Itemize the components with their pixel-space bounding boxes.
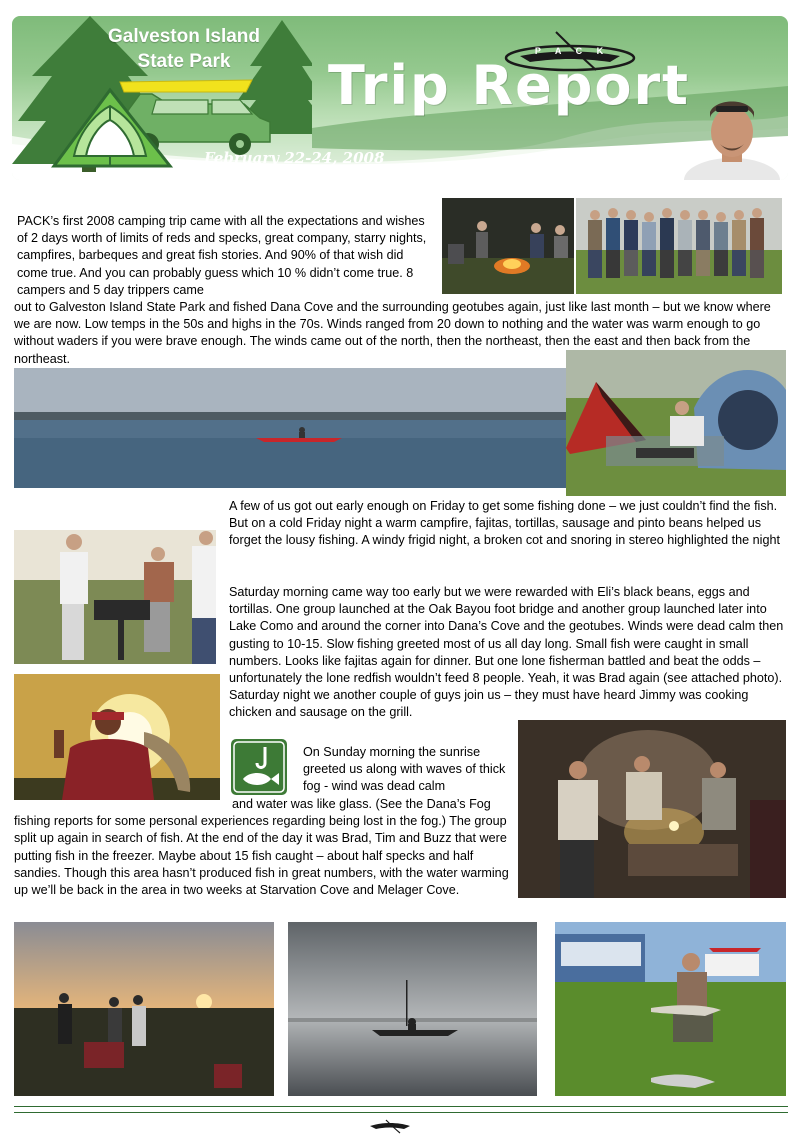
- sunrise-campsite-photo: [14, 922, 274, 1096]
- redfish-sunset-photo: [14, 674, 220, 800]
- tent-campsite-photo: [566, 350, 786, 496]
- park-name-line2: State Park: [137, 51, 231, 72]
- article-paragraph-4a: On Sunday morning the sunrise greeted us along with waves of thick fog - wind was dead calm: [303, 745, 506, 794]
- author-portrait-photo: [682, 92, 782, 180]
- tent-icon: [50, 86, 174, 170]
- article-paragraph-2: A few of us got out early enough on Friday to get some fishing done – we just couldn’t find the fish. But on a cold Friday night a warm campfire, fajitas, tortillas, sausage and pinto beans helped us forget the lousy fishing. A windy frigid night, a broken cot and snoring in stereo highlighted the night: [229, 499, 780, 548]
- page-title: Trip Report: [328, 54, 690, 117]
- foggy-kayak-photo: [288, 922, 537, 1096]
- article-paragraph-1a: PACK’s first 2008 camping trip came with all the expectations and wishes of 2 days worth of limits of reds and specks, great company, starry nights, campfires, barbeques and great fish stories. And 90% of that wish did come true. And you can probably guess which 10 % didn’t come true. 8 campers and 5 day trippers came: [17, 214, 427, 297]
- park-name-line1: Galveston Island: [107, 26, 261, 47]
- pack-logo-icon: [368, 1118, 412, 1134]
- grilling-photo: [14, 530, 216, 664]
- campfire-night-photo: [442, 198, 574, 294]
- fishing-area-sign-icon: [231, 739, 287, 795]
- night-cooking-photo: [518, 720, 786, 898]
- footer-divider-top: [14, 1106, 788, 1107]
- header-banner: [12, 16, 788, 180]
- group-photo: [576, 198, 782, 294]
- footer-divider-bottom: [14, 1112, 788, 1113]
- article-paragraph-3: Saturday morning came way too early but we were rewarded with Eli’s black beans, eggs and tortillas. One group launched at the Oak Bayou foot bridge and another group launched later into Lake Como and around the corner into Dana’s Cove and the geotubes. Winds were dead calm then gusting to 10-15. Slow fishing greeted most of us all day long. Small fish were caught in small numbers. Looks like fajitas again for dinner. But one lone fisherman battled and beat the odds – unfortunately the lone redfish wouldn’t feed 8 people. Yeah, it was Brad again (see attached photo). Saturday night we another couple of guys join us – they must have heard Jimmy was cooking chicken and sausage on the grill.: [229, 585, 784, 720]
- author-byline: by Adrian Ramos: [528, 151, 682, 170]
- kayak-bay-panorama-photo: [14, 368, 566, 488]
- pack-logo-text: P A C K: [534, 46, 610, 56]
- trip-date: February 22-24, 2008: [204, 149, 385, 167]
- article-paragraph-4b: and water was like glass. (See the Dana’s Fog fishing reports for some personal experiences regarding being lost in the fog.) The group split up again in search of fish. At the end of the day it was Brad, Tim and Buzz that were putting fish in the freezer. Maybe about 15 fish caught – about half specks and half sandies. Though this area hasn’t produced fish in great numbers, with the water warming up we’ll be back in the area in two weeks at Starvation Cove and Melager Cove.: [14, 797, 509, 898]
- fish-catch-photo: [555, 922, 786, 1096]
- article-paragraph-1b: out to Galveston Island State Park and fished Dana Cove and the surrounding geotubes again, just like last month – but we know where we are now. Low temps in the 50s and highs in the 70s. Winds ranged from 20 down to nothing and the water was warm enough to go without waders if you were brave enough. The winds came out of the north, then the northeast, then the east and then back from the northeast.: [14, 300, 771, 366]
